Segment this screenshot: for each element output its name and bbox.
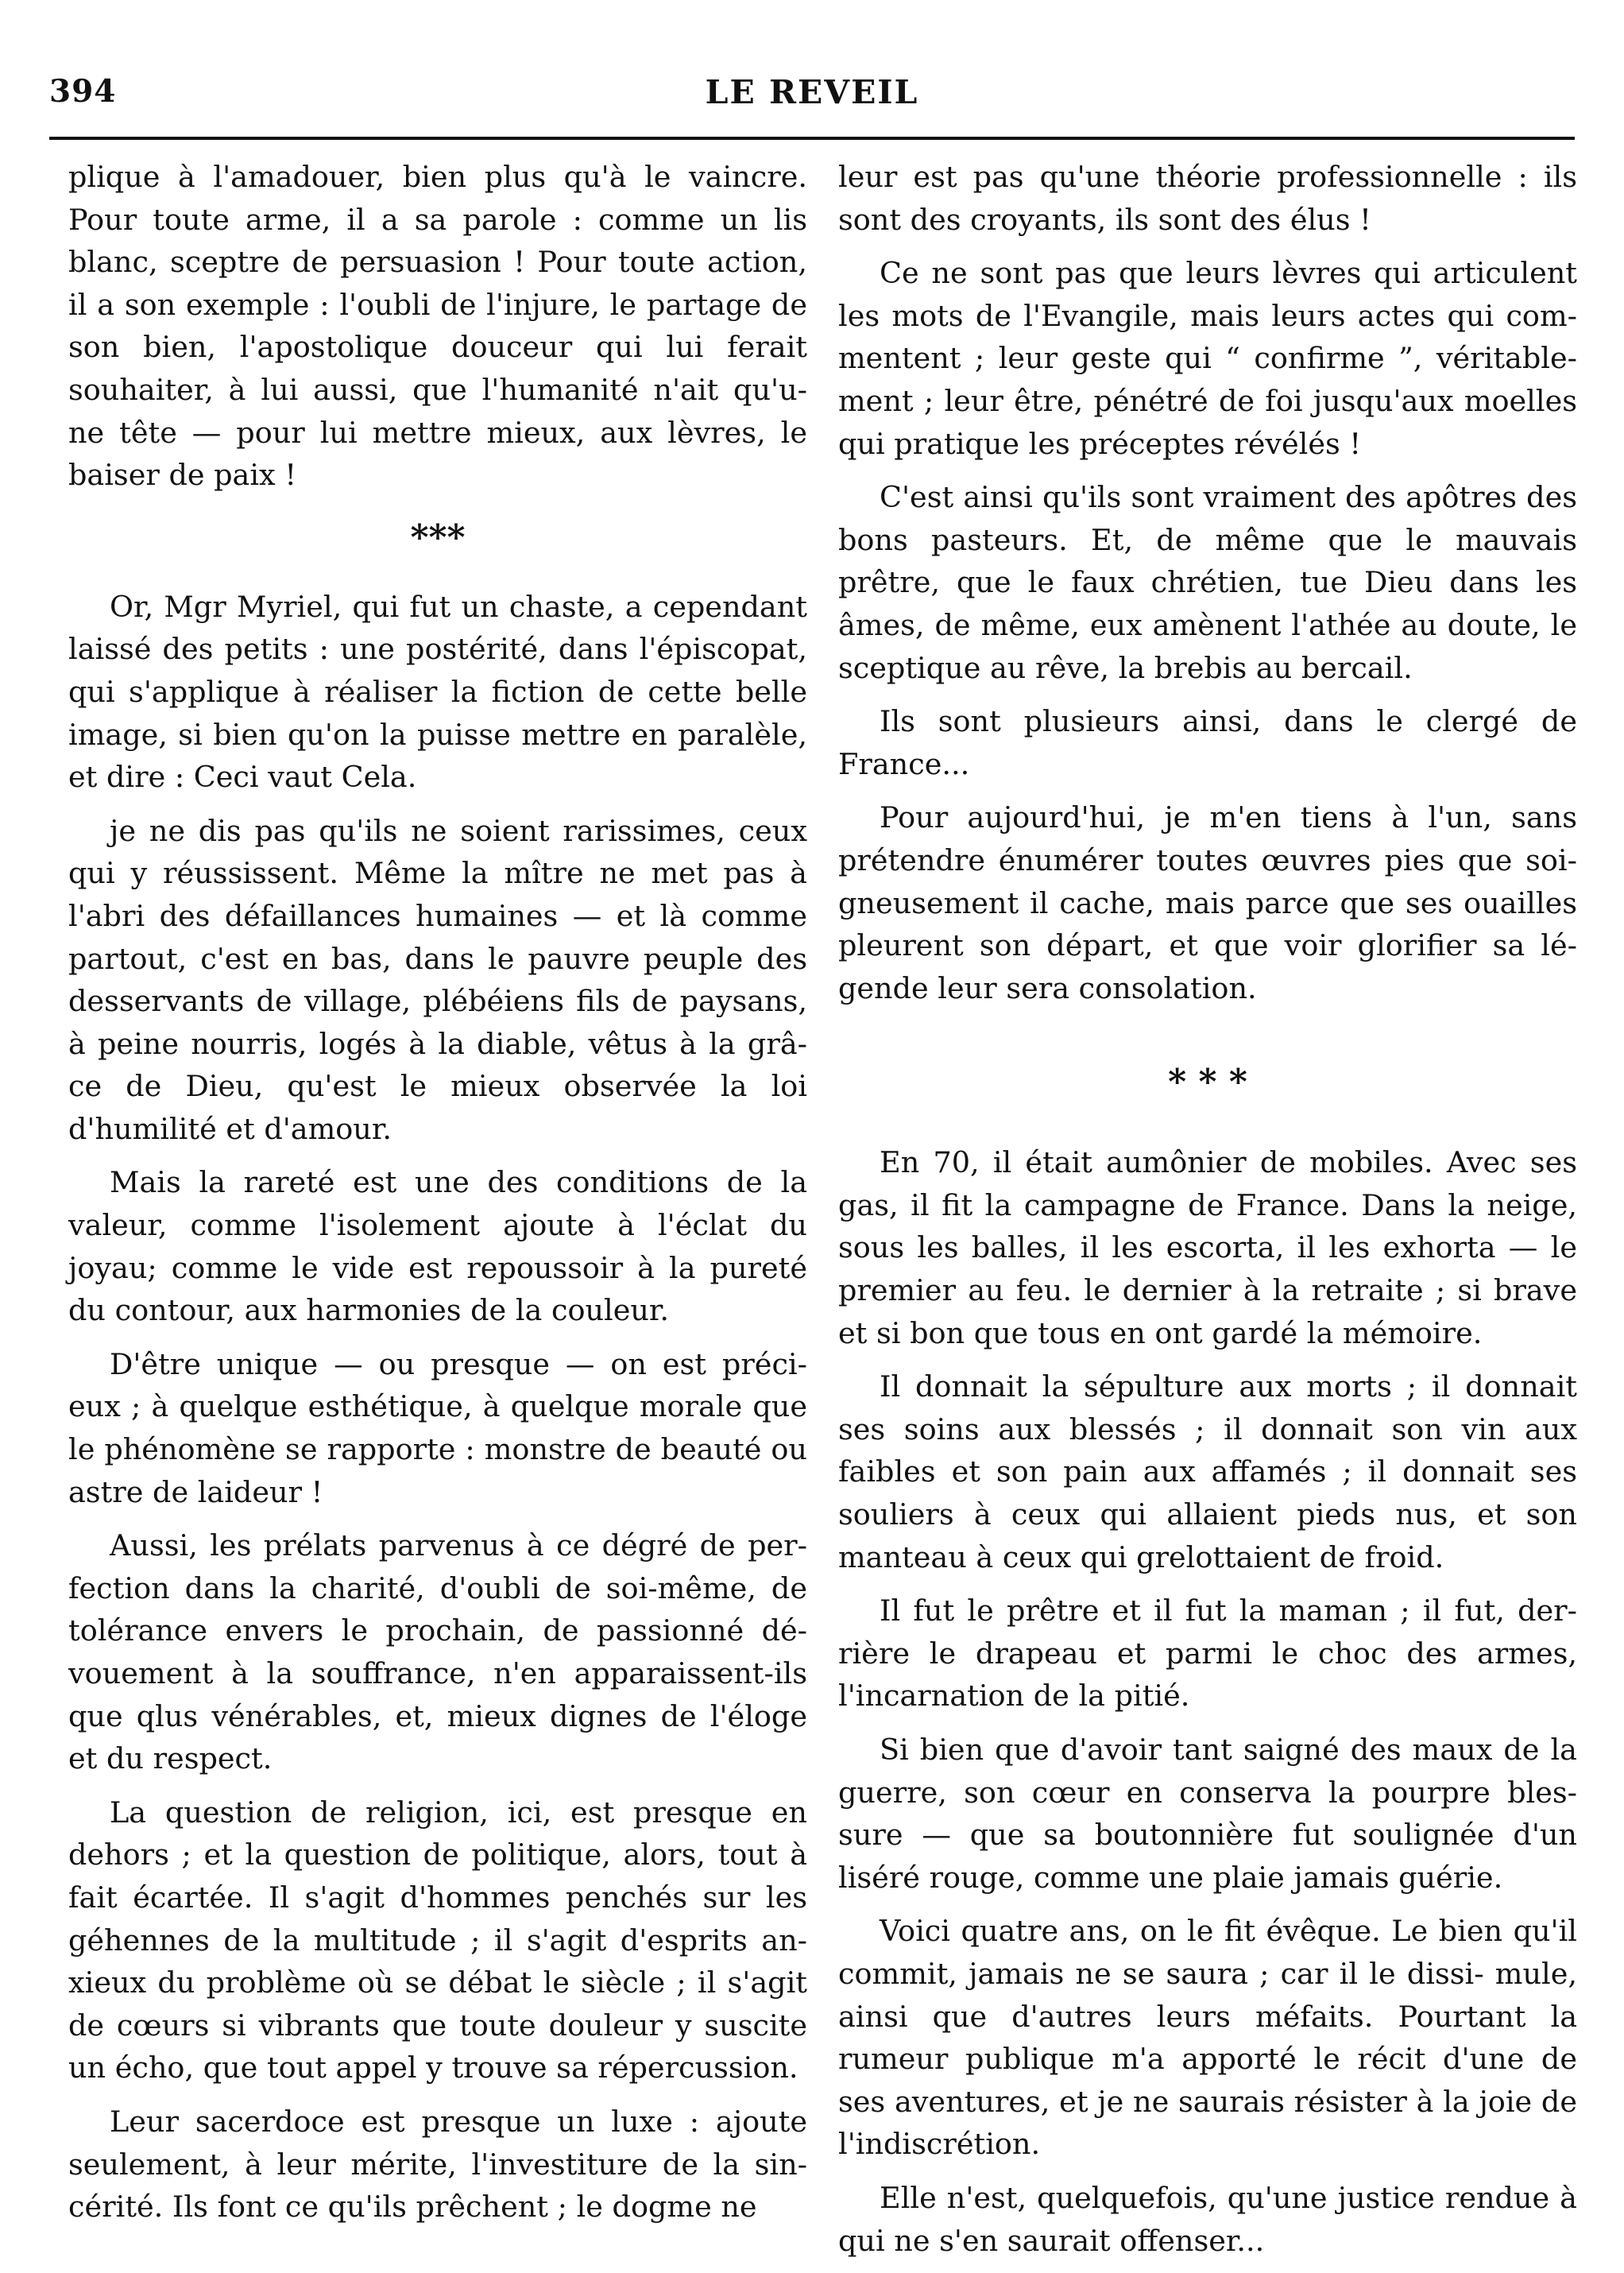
paragraph: Si bien que d'avoir tant saigné des maux de la guerre, son cœur en conserva la pourpre bles- sure — que sa boutonnière fut soulignée d'un liséré rouge, comme une plaie jamais guérie. [838, 1733, 1577, 1895]
paragraph: leur est pas qu'une théorie professionnelle : ils sont des croyants, ils sont des élus ! [838, 160, 1577, 237]
running-title: LE REVEIL [705, 73, 919, 111]
paragraph: Aussi, les prélats parvenus à ce dégré de per- fection dans la charité, d'oubli de soi-même, de tolérance envers le prochain, de passionné dé- vouement à la souffrance, n'en apparaissent-ils que qlus vénérables, et, mieux dignes de l'éloge et du respect. [68, 1528, 807, 1776]
paragraph: La question de religion, ici, est presque en dehors ; et la question de politique, alors, tout à fait écartée. Il s'agit d'hommes penchés sur les géhennes de la multitude ; il s'agit d'esprits an- xieux du problème où se débat le siècle ; il s'agit de cœurs si vibrants que toute douleur y suscite un écho, que tout appel y trouve sa répercussion. [68, 1795, 807, 2085]
paragraph: Elle n'est, quelquefois, qu'une justice rendue à qui ne s'en saurait offenser... [838, 2180, 1577, 2258]
paragraph: Il fut le prêtre et il fut la maman ; il fut, der- rière le drapeau et parmi le choc des armes, l'incarnation de la pitié. [838, 1593, 1577, 1713]
paragraph: Ils sont plusieurs ainsi, dans le clergé de France... [838, 704, 1577, 781]
paragraph: Ce ne sont pas que leurs lèvres qui articulent les mots de l'Evangile, mais leurs actes qui com- mentent ; leur geste qui “ confirme ”, véritable- ment ; leur être, pénétré de foi jusqu'aux moelles qui pratique les préceptes révélés ! [838, 256, 1577, 461]
paragraph: Il donnait la sépulture aux morts ; il donnait ses soins aux blessés ; il donnait son vin aux faibles et son pain aux affamés ; il donnait ses souliers à ceux qui allaient pieds nus, et son manteau à ceux qui grelottaient de froid. [838, 1369, 1577, 1574]
header-rule [49, 137, 1575, 140]
left-column [68, 156, 807, 2240]
paragraph: En 70, il était aumônier de mobiles. Avec ses gas, il fit la campagne de France. Dans la neige, sous les balles, il les escorta, il les exhorta — le premier au feu. le dernier à la retraite ; si brave et si bon que tous en ont gardé la mémoire. [838, 1145, 1577, 1350]
paragraph: plique à l'amadouer, bien plus qu'à le vaincre. Pour toute arme, il a sa parole : comme un lis blanc, sceptre de persuasion ! Pour toute action, il a son exemple : l'oubli de l'injure, le partage de son bien, l'apostolique douceur qui lui ferait souhaiter, à lui aussi, que l'humanité n'ait qu'u- ne tête — pour lui mettre mieux, aux lèvres, le baiser de paix ! [68, 160, 807, 493]
section-separator-stars: *** [410, 517, 466, 558]
page-number: 394 [49, 73, 117, 110]
section-separator-stars: * * * [1168, 1062, 1247, 1103]
paragraph: C'est ainsi qu'ils sont vraiment des apôtres des bons pasteurs. Et, de même que le mauvais prêtre, que le faux chrétien, tue Dieu dans les âmes, de même, eux amènent l'athée au doute, le sceptique au rêve, la brebis au bercail. [838, 480, 1577, 685]
page-header [49, 73, 1575, 118]
paragraph: Voici quatre ans, on le fit évêque. Le bien qu'il commit, jamais ne se saura ; car il le dissi- mule, ainsi que d'autres leurs méfaits. Pourtant la rumeur publique m'a apporté le récit d'une de ses aventures, et je ne saurais résister à la joie de l'indiscrétion. [838, 1914, 1577, 2162]
paragraph: Leur sacerdoce est presque un luxe : ajoute seulement, à leur mérite, l'investiture de la sin- cérité. Ils font ce qu'ils prêchent ; le dogme ne [68, 2104, 807, 2225]
paragraph: D'être unique — ou presque — on est préci- eux ; à quelque esthétique, à quelque morale que le phénomène se rapporte : monstre de beauté ou astre de laideur ! [68, 1346, 807, 1509]
right-column [838, 156, 1577, 2273]
paragraph: Mais la rareté est une des conditions de la valeur, comme l'isolement ajoute à l'éclat du joyau; comme le vide est repoussoir à la pureté du contour, aux harmonies de la couleur. [68, 1165, 807, 1328]
paragraph: je ne dis pas qu'ils ne soient rarissimes, ceux qui y réussissent. Même la mître ne met pas à l'abri des défaillances humaines — et là comme partout, c'est en bas, dans le pauvre peuple des desservants de village, plébéiens fils de paysans, à peine nourris, logés à la diable, vêtus à la grâ- ce de Dieu, qu'est le mieux observée la loi d'humilité et d'amour. [68, 813, 807, 1146]
paragraph: Or, Mgr Myriel, qui fut un chaste, a cependant laissé des petits : une postérité, dans l'épiscopat, qui s'applique à réaliser la fiction de cette belle image, si bien qu'on la puisse mettre en paralèle, et dire : Ceci vaut Cela. [68, 589, 807, 795]
paragraph: Pour aujourd'hui, je m'en tiens à l'un, sans prétendre énumérer toutes œuvres pies que soi- gneusement il cache, mais parce que ses ouailles pleurent son départ, et que voir glorifier sa lé- gende leur sera consolation. [838, 800, 1577, 1005]
